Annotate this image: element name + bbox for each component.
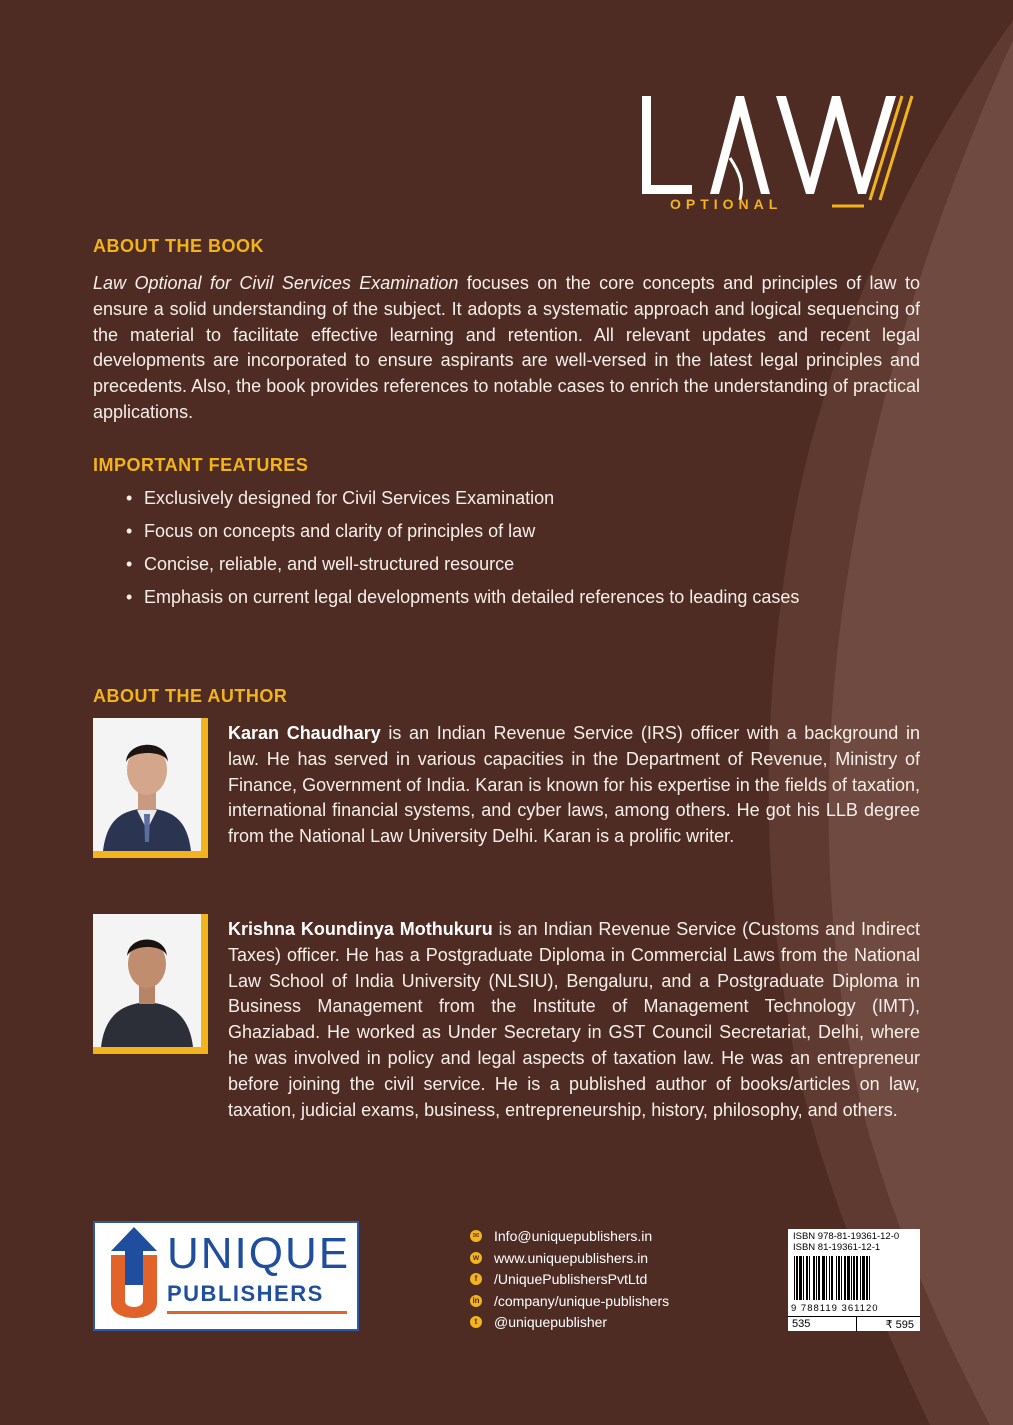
contact-text: Info@uniquepublishers.in (494, 1228, 653, 1244)
publisher-u-logo-icon (101, 1225, 167, 1329)
author-photo-krishna (93, 914, 201, 1047)
book-title: Law Optional for Civil Services Examination (93, 273, 459, 293)
publisher-name-line1: UNIQUE (167, 1229, 351, 1278)
features-heading: IMPORTANT FEATURES (93, 455, 309, 475)
barcode-bar (856, 1256, 858, 1300)
author-photo-frame (93, 718, 208, 858)
barcode-bar (822, 1256, 825, 1300)
list-item (126, 552, 799, 585)
author-bio-karan (228, 721, 920, 850)
barcode-bar (818, 1256, 820, 1300)
barcode-bar (866, 1256, 868, 1300)
barcode-divider (856, 1317, 857, 1332)
contact-twitter[interactable] (470, 1312, 669, 1334)
isbn-barcode (788, 1229, 920, 1331)
barcode-digits: 9 788119 361120 (791, 1303, 879, 1314)
linkedin-icon: in (470, 1295, 482, 1307)
author-bio-krishna (228, 917, 920, 1123)
feature-text: Exclusively designed for Civil Services Examination (144, 488, 555, 508)
feature-text: Concise, reliable, and well-structured resource (144, 554, 515, 574)
barcode-bar (829, 1256, 830, 1300)
barcode-bar (844, 1256, 846, 1300)
barcode-bar (853, 1256, 855, 1300)
barcode-bar (862, 1256, 865, 1300)
about-author-heading: ABOUT THE AUTHOR (93, 686, 288, 706)
list-item (126, 486, 799, 519)
publisher-logo (93, 1221, 359, 1331)
barcode-bar (869, 1256, 870, 1300)
contact-website[interactable] (470, 1248, 669, 1270)
barcode-bar (809, 1256, 810, 1300)
barcode-bar (847, 1256, 850, 1300)
publisher-underline (167, 1311, 347, 1314)
facebook-icon: f (470, 1273, 482, 1285)
about-book-heading: ABOUT THE BOOK (93, 236, 264, 256)
barcode-bar (794, 1256, 795, 1300)
contact-text: @uniquepublisher (494, 1314, 608, 1330)
barcode-bar (803, 1256, 804, 1300)
about-book-text (93, 271, 920, 426)
author-name: Karan Chaudhary (228, 723, 381, 743)
isbn-13: ISBN 978-81-19361-12-0 (793, 1231, 900, 1242)
barcode-bar (860, 1256, 861, 1300)
barcode-bar (836, 1256, 837, 1300)
barcode-bar (851, 1256, 852, 1300)
bullet-icon: • (126, 521, 133, 541)
contact-linkedin[interactable] (470, 1291, 669, 1313)
feature-text: Emphasis on current legal developments with detailed references to leading cases (144, 587, 800, 607)
about-book-body: focuses on the core concepts and principles of law to ensure a solid understanding of the subject. It adopts a systematic approach and logical sequencing of the material to facilitate effective learning and retention. All relevant updates and recent legal developments are incorporated to ensure aspirants are well-versed in the latest legal principles and precedents. Also, the book provides references to notable cases to enrich the understanding of practical applications. (93, 273, 920, 422)
bullet-icon: • (126, 587, 133, 607)
mail-icon: ✉ (470, 1230, 482, 1242)
barcode-bar (796, 1256, 798, 1300)
contact-text: /UniquePublishersPvtLtd (494, 1271, 648, 1287)
globe-icon: w (470, 1252, 482, 1264)
barcode-bar (813, 1256, 815, 1300)
barcode-bar (816, 1256, 817, 1300)
bullet-icon: • (126, 488, 133, 508)
author-bio-text: is an Indian Revenue Service (Customs and Indirect Taxes) officer. He has a Postgraduate Diploma in Commercial Laws from the National Law School of India University (NLSIU), Bengaluru, and a Postgraduate Diploma in Business Management from the Institute of Management Technology (IMT), Ghaziabad. He worked as Under Secretary in GST Council Secretariat, Delhi, where he was involved in policy and legal aspects of taxation law. He was an entrepreneur before joining the civil service. He is a published author of books/articles on law, taxation, judicial exams, business, entrepreneurship, history, philosophy, and others. (228, 919, 921, 1120)
barcode-bar (806, 1256, 808, 1300)
features-list (126, 486, 799, 618)
author-photo-karan (93, 718, 201, 851)
barcode-code: 535 (792, 1318, 811, 1330)
list-item (126, 519, 799, 552)
logo-subtitle: OPTIONAL (670, 196, 783, 212)
barcode-bar (841, 1256, 842, 1300)
barcode-bar (799, 1256, 802, 1300)
contact-facebook[interactable] (470, 1269, 669, 1291)
barcode-bar (826, 1256, 827, 1300)
barcode-bar (838, 1256, 840, 1300)
twitter-icon: t (470, 1316, 482, 1328)
author-bio-text: is an Indian Revenue Service (IRS) officer with a background in law. He has served in various capacities in the Department of Revenue, Ministry of Finance, Government of India. Karan is known for his expertise in the fields of taxation, international financial systems, and cyber laws, among others. He got his LLB degree from the National Law University Delhi. Karan is a prolific writer. (228, 723, 920, 847)
contact-text: /company/unique-publishers (494, 1292, 670, 1309)
isbn-10: ISBN 81-19361-12-1 (793, 1242, 881, 1253)
publisher-name-line2: PUBLISHERS (167, 1281, 324, 1306)
feature-text: Focus on concepts and clarity of principles of law (144, 521, 536, 541)
contact-text: www.uniquepublishers.in (494, 1249, 649, 1266)
author-name: Krishna Koundinya Mothukuru (228, 919, 493, 939)
barcode-bar (831, 1256, 833, 1300)
contact-email[interactable] (470, 1226, 669, 1248)
price-label: ₹ 595 (885, 1319, 914, 1331)
list-item (126, 585, 799, 618)
author-photo-frame (93, 914, 208, 1054)
bullet-icon: • (126, 554, 133, 574)
barcode-footer (788, 1316, 920, 1332)
contact-list (470, 1226, 669, 1334)
